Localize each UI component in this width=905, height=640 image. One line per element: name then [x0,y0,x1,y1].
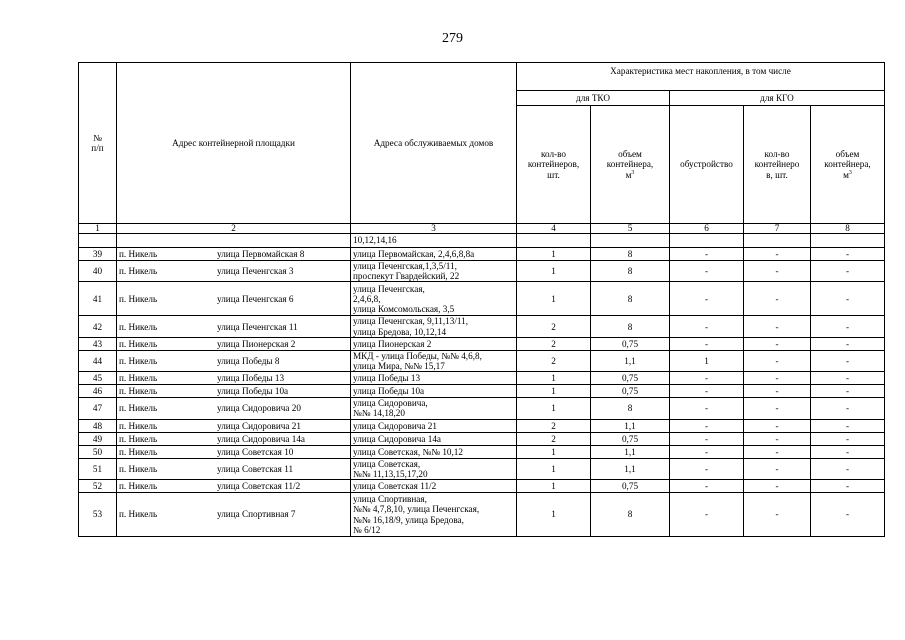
tko-count-cell [517,234,591,248]
kgo-volume-cell [811,234,885,248]
tko-count-cell: 1 [517,261,591,282]
row-number: 39 [79,248,117,261]
header-tko-volume-text: объем контейнера, м [606,149,654,180]
column-number: 2 [117,224,351,234]
column-number: 5 [591,224,670,234]
kgo-count-cell: - [744,419,811,432]
table-row [79,234,885,248]
site-address-cell [117,480,351,493]
kgo-setup-cell: - [670,248,744,261]
kgo-setup-cell: - [670,282,744,316]
column-number: 8 [811,224,885,234]
site-town: п. Никель [119,420,158,431]
served-addresses-cell: улица Советская, №№ 11,13,15,17,20 [351,458,517,479]
header-kgo-count: кол-во контейнеро в, шт. [744,106,811,224]
table-row [79,282,885,316]
kgo-setup-cell: - [670,432,744,445]
kgo-setup-cell: - [670,261,744,282]
tko-count-cell: 2 [517,419,591,432]
kgo-volume-cell: - [811,248,885,261]
kgo-setup-cell: - [670,372,744,385]
site-street: улица Пионерская 2 [217,338,296,349]
site-address-cell [117,234,351,248]
kgo-setup-cell: - [670,316,744,337]
served-addresses-cell: улица Сидоровича, №№ 14,18,20 [351,398,517,419]
container-sites-table [78,62,885,537]
site-street: улица Спортивная 7 [217,509,296,520]
site-town: п. Никель [119,266,158,277]
header-group-characteristics: Характеристика мест накопления, в том числе [517,63,885,91]
kgo-volume-cell: - [811,282,885,316]
row-number: 40 [79,261,117,282]
served-addresses-cell: улица Сидоровича 14а [351,432,517,445]
served-addresses-cell: улица Печенгская,1,3,5/11, проспекут Гвардейский, 22 [351,261,517,282]
tko-volume-cell: 0,75 [591,432,670,445]
tko-volume-cell: 0,75 [591,385,670,398]
column-number: 3 [351,224,517,234]
site-address-cell [117,398,351,419]
served-addresses-cell: МКД - улица Победы, №№ 4,6,8, улица Мира, №№ 15,17 [351,350,517,371]
header-site-address: Адрес контейнерной площадки [117,63,351,224]
site-town: п. Никель [119,446,158,457]
site-address-cell [117,432,351,445]
table-row [79,480,885,493]
header-tko-count: кол-во контейнеров, шт. [517,106,591,224]
tko-volume-cell: 0,75 [591,372,670,385]
site-town: п. Никель [119,293,158,304]
kgo-count-cell: - [744,445,811,458]
row-number: 43 [79,337,117,350]
kgo-setup-cell: 1 [670,350,744,371]
site-street: улица Сидоровича 21 [217,420,301,431]
row-number: 46 [79,385,117,398]
tko-volume-cell: 8 [591,398,670,419]
kgo-volume-cell: - [811,432,885,445]
tko-volume-cell: 1,1 [591,419,670,432]
kgo-count-cell: - [744,398,811,419]
page-number: 279 [442,31,463,46]
kgo-count-cell: - [744,350,811,371]
site-street: улица Советская 11/2 [217,480,301,491]
kgo-count-cell: - [744,493,811,537]
kgo-volume-cell: - [811,398,885,419]
served-addresses-cell: улица Первомайская, 2,4,6,8,8а [351,248,517,261]
row-number: 50 [79,445,117,458]
tko-volume-cell: 0,75 [591,337,670,350]
kgo-volume-cell: - [811,316,885,337]
kgo-count-cell: - [744,385,811,398]
site-address-cell [117,261,351,282]
table-row [79,261,885,282]
site-town: п. Никель [119,355,158,366]
tko-count-cell: 1 [517,398,591,419]
kgo-count-cell: - [744,372,811,385]
site-town: п. Никель [119,321,158,332]
site-street: улица Победы 13 [217,373,285,384]
table-row [79,350,885,371]
tko-count-cell: 2 [517,337,591,350]
tko-count-cell: 1 [517,458,591,479]
kgo-setup-cell: - [670,337,744,350]
kgo-setup-cell: - [670,419,744,432]
column-number: 4 [517,224,591,234]
tko-volume-cell: 8 [591,248,670,261]
row-number: 44 [79,350,117,371]
tko-volume-cell: 1,1 [591,445,670,458]
row-number: 45 [79,372,117,385]
table-row [79,432,885,445]
table-row [79,493,885,537]
tko-count-cell: 1 [517,385,591,398]
tko-count-cell: 1 [517,445,591,458]
kgo-volume-cell: - [811,337,885,350]
row-number [79,234,117,248]
header-num: № п/п [79,63,117,224]
row-number: 49 [79,432,117,445]
site-address-cell [117,316,351,337]
table-row [79,398,885,419]
row-number: 51 [79,458,117,479]
header-group-tko: для ТКО [517,91,670,106]
header-served-addresses: Адреса обслуживаемых домов [351,63,517,224]
site-address-cell [117,337,351,350]
served-addresses-cell: улица Советская 11/2 [351,480,517,493]
tko-count-cell: 1 [517,372,591,385]
column-number: 6 [670,224,744,234]
kgo-setup-cell: - [670,445,744,458]
site-town: п. Никель [119,433,158,444]
site-town: п. Никель [119,509,158,520]
site-street: улица Советская 10 [217,446,294,457]
kgo-volume-cell: - [811,350,885,371]
table-row [79,458,885,479]
kgo-volume-cell: - [811,458,885,479]
site-street: улица Первомайская 8 [217,248,305,259]
served-addresses-cell: улица Победы 10а [351,385,517,398]
header-kgo-volume [811,106,885,224]
header-kgo-volume-text: объем контейнера, м [824,149,871,180]
table-row [79,419,885,432]
header-group-kgo: для КГО [670,91,885,106]
site-address-cell [117,248,351,261]
site-street: улица Печенгская 11 [217,321,298,332]
kgo-count-cell: - [744,432,811,445]
kgo-count-cell: - [744,316,811,337]
table-row [79,316,885,337]
row-number: 47 [79,398,117,419]
tko-count-cell: 1 [517,248,591,261]
kgo-volume-cell: - [811,493,885,537]
site-address-cell [117,350,351,371]
kgo-count-cell: - [744,261,811,282]
site-town: п. Никель [119,386,158,397]
served-addresses-cell: улица Спортивная, №№ 4,7,8,10, улица Печенгская, №№ 16,18/9, улица Бредова, № 6/12 [351,493,517,537]
served-addresses-cell: улица Сидоровича 21 [351,419,517,432]
column-number: 1 [79,224,117,234]
tko-volume-cell: 8 [591,282,670,316]
served-addresses-cell: улица Советская, №№ 10,12 [351,445,517,458]
tko-volume-cell [591,234,670,248]
kgo-count-cell [744,234,811,248]
kgo-setup-cell: - [670,458,744,479]
kgo-volume-cell: - [811,445,885,458]
tko-count-cell: 2 [517,350,591,371]
row-number: 48 [79,419,117,432]
header-tko-volume [591,106,670,224]
kgo-count-cell: - [744,337,811,350]
site-address-cell [117,458,351,479]
site-town: п. Никель [119,463,158,474]
row-number: 52 [79,480,117,493]
kgo-volume-cell: - [811,261,885,282]
table-row [79,445,885,458]
kgo-setup-cell: - [670,398,744,419]
table-body [79,234,885,537]
kgo-count-cell: - [744,480,811,493]
site-street: улица Печенгская 6 [217,293,294,304]
table-row [79,337,885,350]
tko-volume-cell: 1,1 [591,350,670,371]
kgo-volume-cell: - [811,385,885,398]
kgo-volume-cell: - [811,372,885,385]
kgo-count-cell: - [744,458,811,479]
site-address-cell [117,493,351,537]
header-kgo-setup: обустройство [670,106,744,224]
tko-volume-cell: 0,75 [591,480,670,493]
header-tko-volume-sup: 3 [631,169,635,176]
kgo-count-cell: - [744,248,811,261]
served-addresses-cell: улица Пионерская 2 [351,337,517,350]
header-kgo-volume-sup: 3 [848,169,852,176]
tko-volume-cell: 8 [591,493,670,537]
kgo-setup-cell [670,234,744,248]
site-street: улица Сидоровича 20 [217,403,301,414]
table-row [79,372,885,385]
table-row [79,385,885,398]
tko-count-cell: 1 [517,282,591,316]
kgo-volume-cell: - [811,419,885,432]
column-number: 7 [744,224,811,234]
site-town: п. Никель [119,480,158,491]
tko-count-cell: 1 [517,480,591,493]
kgo-setup-cell: - [670,480,744,493]
tko-count-cell: 2 [517,432,591,445]
served-addresses-cell: улица Победы 13 [351,372,517,385]
kgo-setup-cell: - [670,385,744,398]
served-addresses-cell: улица Печенгская, 2,4,6,8, улица Комсомольская, 3,5 [351,282,517,316]
site-town: п. Никель [119,373,158,384]
site-address-cell [117,282,351,316]
row-number: 42 [79,316,117,337]
row-number: 53 [79,493,117,537]
row-number: 41 [79,282,117,316]
site-street: улица Победы 10а [217,386,289,397]
site-address-cell [117,445,351,458]
served-addresses-cell: 10,12,14,16 [351,234,517,248]
site-address-cell [117,385,351,398]
table-row [79,248,885,261]
served-addresses-cell: улица Печенгская, 9,11,13/11, улица Бредова, 10,12,14 [351,316,517,337]
tko-volume-cell: 8 [591,316,670,337]
kgo-volume-cell: - [811,480,885,493]
site-street: улица Победы 8 [217,355,280,366]
tko-volume-cell: 8 [591,261,670,282]
site-town: п. Никель [119,403,158,414]
site-address-cell [117,372,351,385]
tko-volume-cell: 1,1 [591,458,670,479]
site-street: улица Сидоровича 14а [217,433,305,444]
kgo-setup-cell: - [670,493,744,537]
site-street: улица Советская 11 [217,463,294,474]
site-town: п. Никель [119,248,158,259]
site-town: п. Никель [119,338,158,349]
tko-count-cell: 1 [517,493,591,537]
site-street: улица Печенгская 3 [217,266,294,277]
tko-count-cell: 2 [517,316,591,337]
kgo-count-cell: - [744,282,811,316]
site-address-cell [117,419,351,432]
